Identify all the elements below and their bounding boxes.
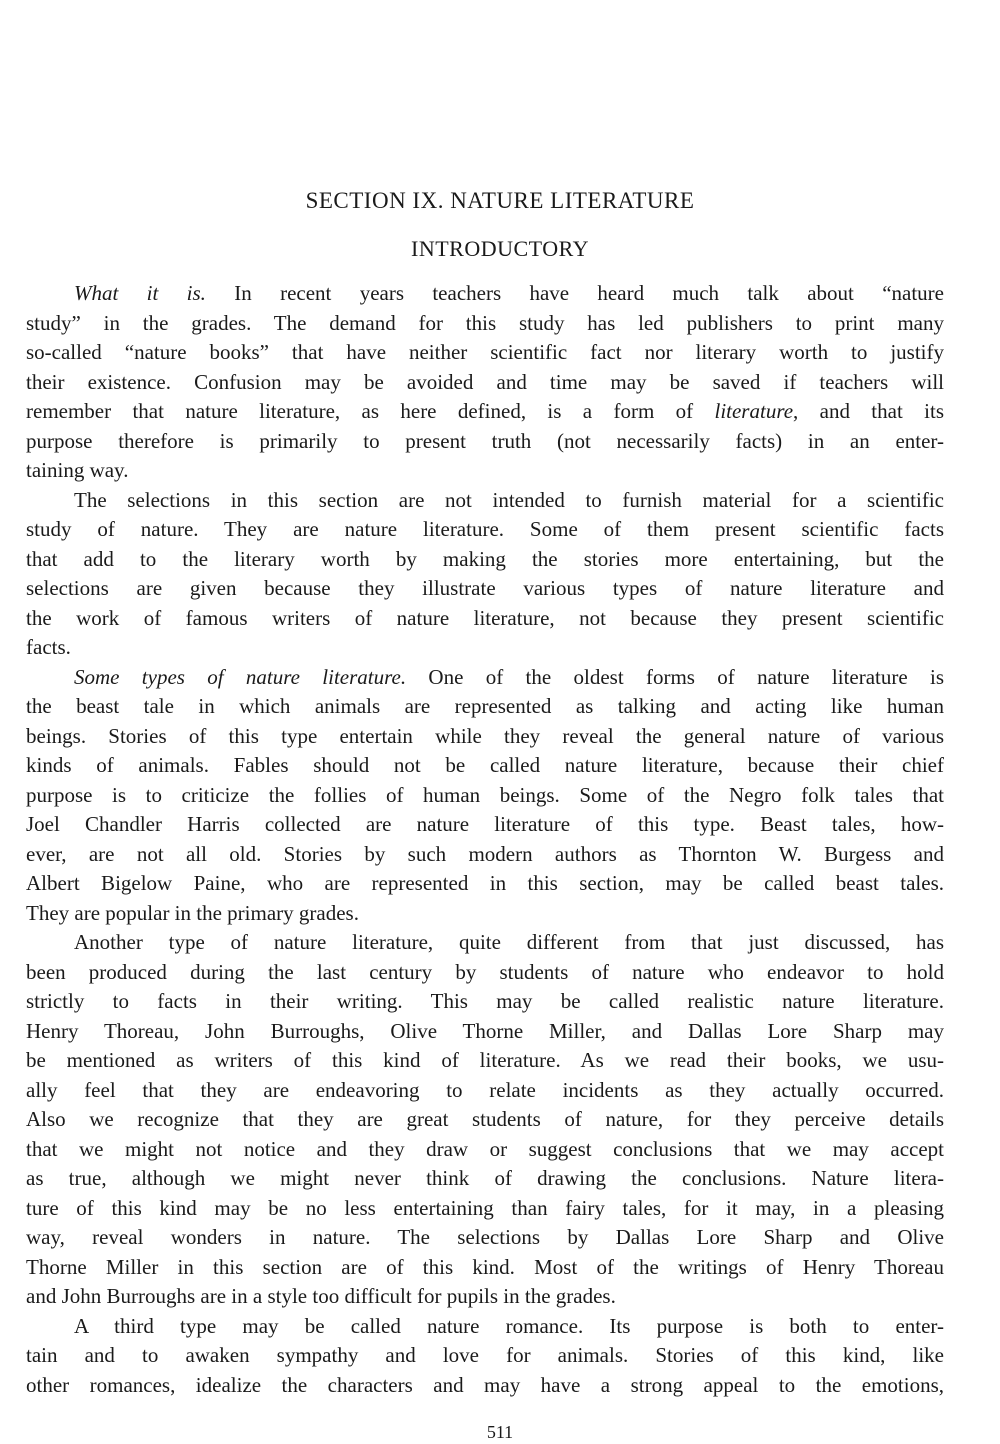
text-line: that we might not notice and they draw or suggest conclusions that we may accept bbox=[26, 1136, 944, 1161]
text-line: The selections in this section are not intended to furnish material for a scientific bbox=[74, 487, 944, 512]
text-line: ally feel that they are endeavoring to relate incidents as they actually occurred. bbox=[26, 1077, 944, 1102]
text-line: They are popular in the primary grades. bbox=[26, 900, 359, 925]
text-line: other romances, idealize the characters and may have a strong appeal to the emotions, bbox=[26, 1372, 944, 1397]
text-line: study of nature. They are nature literature. Some of them present scientific facts bbox=[26, 517, 944, 541]
text-line: taining way. bbox=[26, 458, 129, 482]
text-line: their existence. Confusion may be avoided and time may be saved if teachers will bbox=[26, 369, 944, 394]
text-line: as true, although we might never think of drawing the conclusions. Nature litera- bbox=[26, 1166, 944, 1190]
text-line: the work of famous writers of nature literature, not because they present scientific bbox=[26, 605, 944, 630]
text-line: Another type of nature literature, quite different from that just discussed, has bbox=[74, 930, 944, 954]
text-line: study” in the grades. The demand for this study has led publishers to print many bbox=[26, 310, 944, 335]
text-line: selections are given because they illustrate various types of nature literature and bbox=[26, 576, 944, 600]
text-span: , and that its bbox=[793, 399, 944, 423]
paragraph bbox=[26, 663, 944, 929]
text-line: A third type may be called nature romance. Its purpose is both to enter- bbox=[74, 1313, 944, 1338]
text-line: ever, are not all old. Stories by such modern authors as Thornton W. Burgess and bbox=[26, 841, 944, 866]
text-line: be mentioned as writers of this kind of literature. As we read their books, we usu- bbox=[26, 1048, 944, 1072]
text-line: Albert Bigelow Paine, who are represented in this section, may be called beast tales. bbox=[26, 871, 944, 895]
text-line: strictly to facts in their writing. This may be called realistic nature literature. bbox=[26, 989, 944, 1013]
paragraph bbox=[26, 279, 944, 486]
text-line: kinds of animals. Fables should not be called nature literature, because their chief bbox=[26, 753, 944, 777]
page-number: 511 bbox=[486, 1422, 514, 1442]
text-line: facts. bbox=[26, 635, 71, 659]
body-text bbox=[26, 279, 944, 1400]
text-line: tain and to awaken sympathy and love for animals. Stories of this kind, like bbox=[26, 1343, 944, 1367]
text-line: so-called “nature books” that have neither scientific fact nor literary worth to justify bbox=[26, 340, 944, 364]
text-line: Joel Chandler Harris collected are nature literature of this type. Beast tales, how- bbox=[26, 812, 944, 836]
text-line bbox=[26, 397, 944, 427]
text-line: purpose is to criticize the follies of human beings. Some of the Negro folk tales that bbox=[26, 782, 944, 807]
paragraph bbox=[26, 1312, 944, 1401]
text-line: Henry Thoreau, John Burroughs, Olive Thorne Miller, and Dallas Lore Sharp may bbox=[26, 1018, 944, 1043]
text-line: purpose therefore is primarily to present truth (not necessarily facts) in an enter- bbox=[26, 428, 944, 453]
text-line: and John Burroughs are in a style too difficult for pupils in the grades. bbox=[26, 1284, 616, 1308]
text-line bbox=[26, 279, 944, 309]
text-line: that add to the literary worth by making the stories more entertaining, but the bbox=[26, 546, 944, 571]
italic-text: Some types of nature literature. bbox=[74, 664, 407, 689]
paragraph bbox=[26, 486, 944, 663]
italic-text: What it is. bbox=[74, 281, 206, 305]
text-span: In recent years teachers have heard much talk about “nature bbox=[205, 281, 944, 305]
text-span: One of the oldest forms of nature literature is bbox=[406, 664, 945, 689]
section-subheading: INTRODUCTORY bbox=[411, 236, 589, 261]
italic-text: literature bbox=[714, 399, 794, 423]
section-heading: SECTION IX. NATURE LITERATURE bbox=[305, 188, 695, 213]
text-line bbox=[26, 663, 944, 693]
paragraph bbox=[26, 928, 944, 1312]
text-line: the beast tale in which animals are represented as talking and acting like human bbox=[26, 694, 944, 718]
text-line: way, reveal wonders in nature. The selections by Dallas Lore Sharp and Olive bbox=[26, 1225, 944, 1249]
text-line: Thorne Miller in this section are of this kind. Most of the writings of Henry Thoreau bbox=[26, 1254, 944, 1279]
text-span: remember that nature literature, as here defined, is a form of bbox=[26, 399, 715, 423]
text-line: Also we recognize that they are great students of nature, for they perceive details bbox=[26, 1107, 944, 1131]
text-line: beings. Stories of this type entertain while they reveal the general nature of various bbox=[26, 723, 944, 748]
text-line: been produced during the last century by students of nature who endeavor to hold bbox=[26, 959, 944, 984]
text-line: ture of this kind may be no less entertaining than fairy tales, for it may, in a pleasing bbox=[26, 1195, 944, 1220]
